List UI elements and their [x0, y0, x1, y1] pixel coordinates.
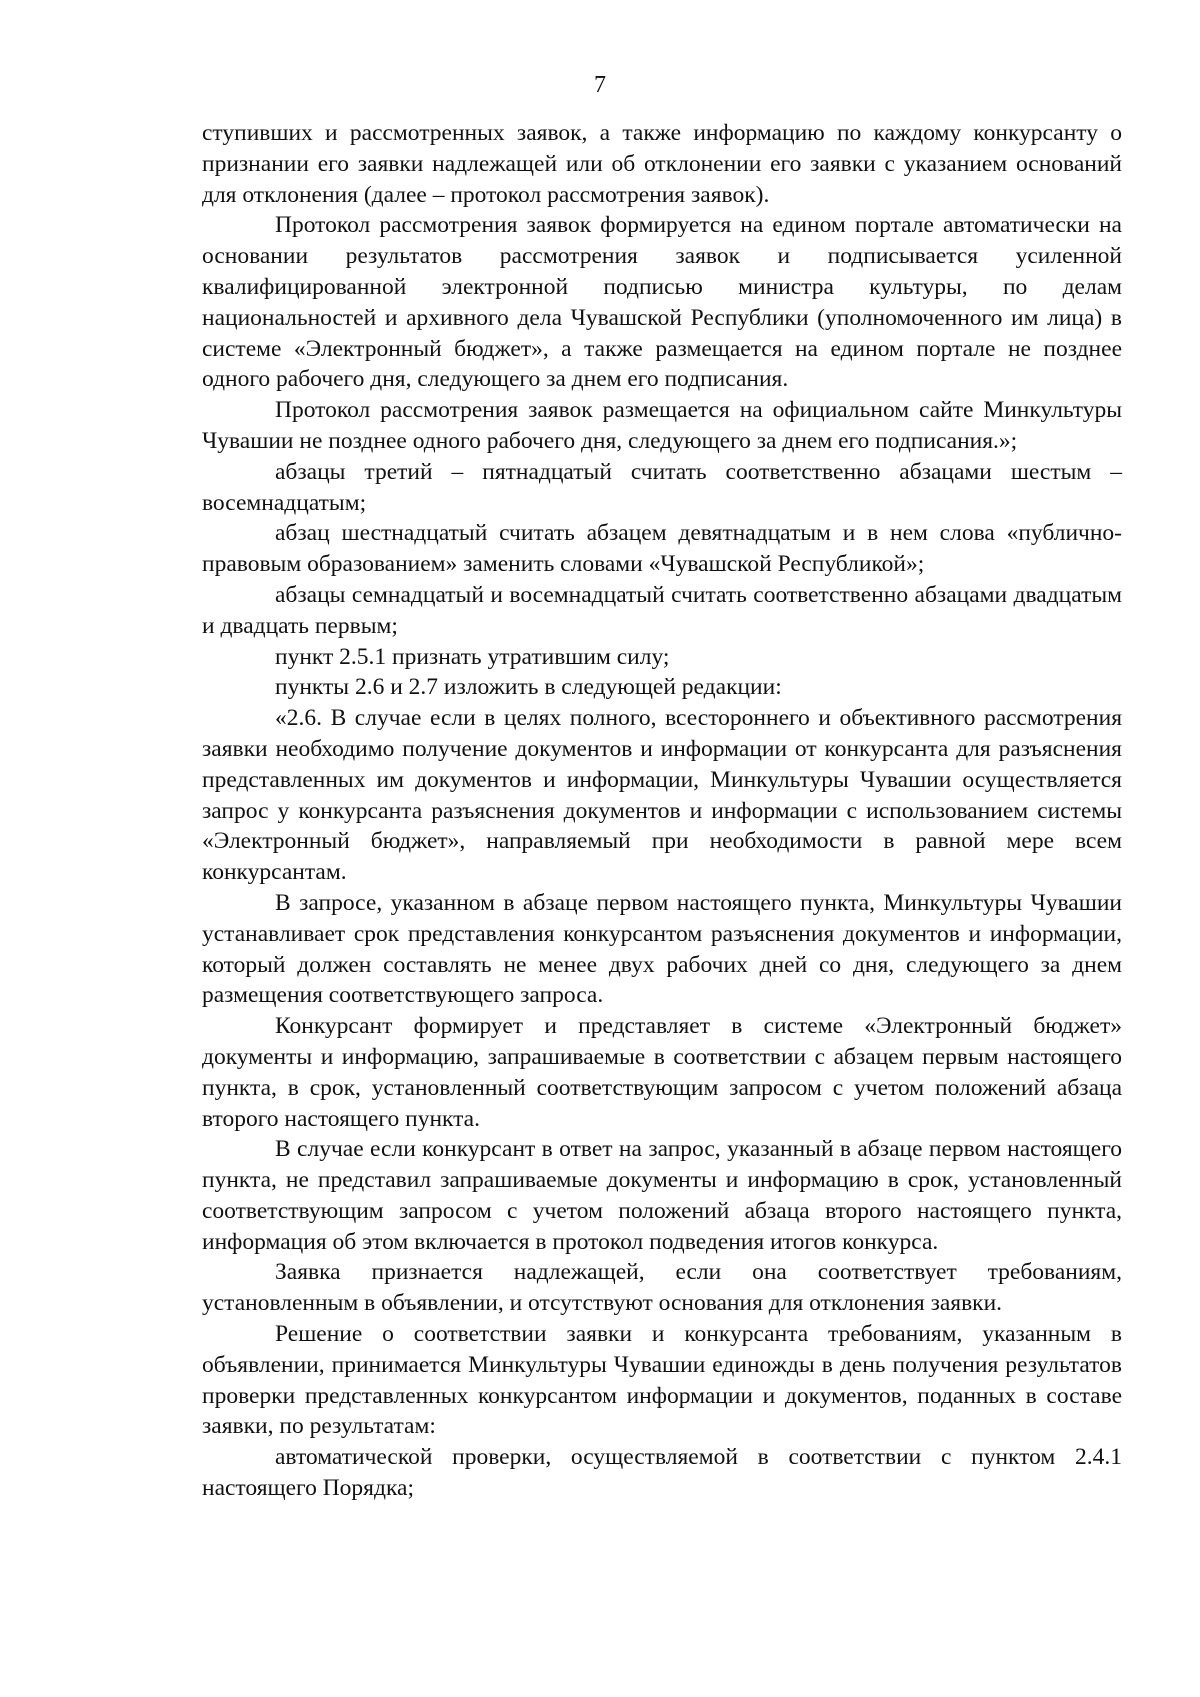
paragraph: абзацы третий – пятнадцатый считать соответственно абзацами шестым – восемнадцатым;	[202, 458, 1122, 516]
paragraph: В случае если конкурсант в ответ на запрос, указанный в абзаце первом настоящего пункта, не представил запрашиваемые документы и информацию в срок, установленный соответствующим запросом с учетом положений абзаца второго настоящего пункта, информация об этом включается в протокол подведения итогов конкурса.	[202, 1136, 1122, 1255]
paragraph: Протокол рассмотрения заявок размещается на официальном сайте Минкультуры Чувашии не позднее одного рабочего дня, следующего за днем его подписания.»;	[202, 397, 1122, 454]
paragraph: Заявка признается надлежащей, если она соответствует требованиям, установленным в объявлении, и отсутствуют основания для отклонения заявки.	[202, 1259, 1122, 1317]
paragraph: пункты 2.6 и 2.7 изложить в следующей редакции:	[275, 674, 782, 701]
paragraph: «2.6. В случае если в целях полного, всестороннего и объективного рассмотрения заявки необходимо получение документов и информации от конкурсанта для разъяснения представленных им документов и информации, Минкультуры Чувашии осуществляется запрос у конкурсанта разъяснения документов и информации с использованием системы «Электронный бюджет», направляемый при необходимости в равной мере всем конкурсантам.	[202, 705, 1122, 886]
paragraph: абзацы семнадцатый и восемнадцатый считать соответственно абзацами двадцатым и двадцать первым;	[202, 581, 1122, 639]
paragraph: Решение о соответствии заявки и конкурсанта требованиям, указанным в объявлении, принимается Минкультуры Чувашии единожды в день получения результатов проверки представленных конкурсантом информации и документов, поданных в составе заявки, по результатам:	[202, 1321, 1122, 1440]
paragraph: абзац шестнадцатый считать абзацем девятнадцатым и в нем слова «публично-правовым образованием» заменить словами «Чувашской Республикой»;	[202, 520, 1122, 578]
paragraph: Конкурсант формирует и представляет в системе «Электронный бюджет» документы и информацию, запрашиваемые в соответствии с абзацем первым настоящего пункта, в срок, установленный соответствующим запросом с учетом положений абзаца второго настоящего пункта.	[202, 1013, 1122, 1132]
paragraph: В запросе, указанном в абзаце первом настоящего пункта, Минкультуры Чувашии устанавливает срок представления конкурсантом разъяснения документов и информации, который должен составлять не менее двух рабочих дней со дня, следующего за днем размещения соответствующего запроса.	[202, 889, 1122, 1009]
paragraph: Протокол рассмотрения заявок формируется на едином портале автоматически на основании результатов рассмотрения заявок и подписывается усиленной квалифицированной электронной подписью министра культуры, по делам национальностей и архивного дела Чувашской Республики (уполномоченного им лица) в системе «Электронный бюджет», а также размещается на едином портале не позднее одного рабочего дня, следующего за днем его подписания.	[202, 212, 1122, 393]
paragraph: автоматической проверки, осуществляемой в соответствии с пунктом 2.4.1 настоящего Порядка;	[202, 1444, 1122, 1502]
paragraph: ступивших и рассмотренных заявок, а также информацию по каждому конкурсанту о признании его заявки надлежащей или об отклонении его заявки с указанием оснований для отклонения (далее – протокол рассмотрения заявок).	[202, 120, 1122, 208]
document-body	[202, 118, 1122, 1504]
page-number: 7	[594, 72, 606, 98]
paragraph: пункт 2.5.1 признать утратившим силу;	[275, 643, 670, 670]
